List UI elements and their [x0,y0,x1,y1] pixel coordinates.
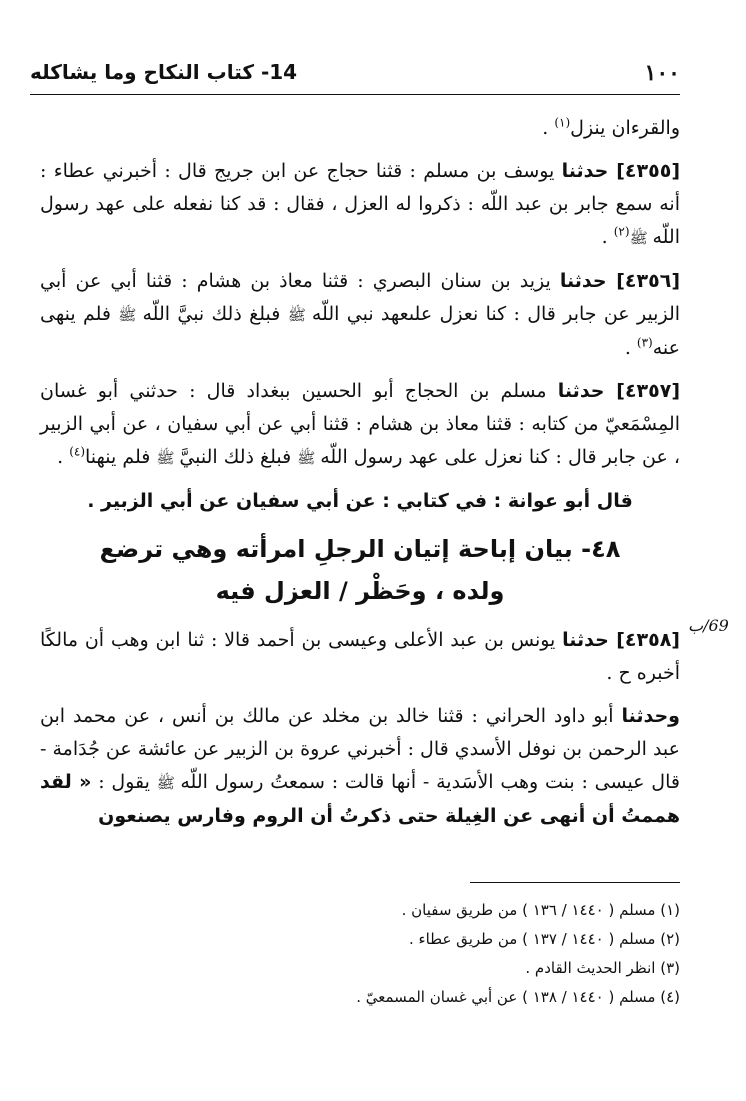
hadith-text: فبلغ ذلك نبيَّ اللّه [142,303,288,325]
main-text [40,112,680,843]
hadith-text: فبلغ ذلك النبيَّ [179,446,298,468]
page-number: ١٠٠ [644,60,680,86]
chapter-heading-line: ولده ، وحَظْر / العزل فيه [215,577,505,605]
hadith-text: فلم ينهى عنه [40,303,680,359]
footnote-1: (١) مسلم ( ١٤٤٠ / ١٣٦ ) من طريق سفيان . [401,901,680,919]
salutation-glyph: ﷺ [629,229,653,247]
hadith-text: مسلم بن الحجاج أبو الحسين ببغداد قال : حدثني أبو غسان المِسْمَعيّ من كتابه : قثنا معاذ بن هشام : قثنا أبي عن أبي سفيان ، عن أبي الزبير ، عن جابر قال : كنا نعزل على عهد رسول اللّه [40,380,680,468]
footnotes [40,896,680,1012]
hadith-text: أبو داود الحراني : قثنا خالد بن مخلد عن مالك بن أنس ، عن محمد ابن عبد الرحمن بن نوفل الأسدي قال : أخبرني عروة بن الزبير عن عائشة عن جُدَامة - قال عيسى : بنت وهب الأسَدية - أنها قالت : سمعتُ رسول اللّه [40,705,680,793]
salutation-glyph: ﷺ [156,774,181,792]
footnote-ref: (٤) [69,444,86,459]
salutation-glyph: ﷺ [118,306,143,324]
hadith-text: يقول : [91,771,157,793]
hadith-lead: حدثنا [557,380,617,402]
hadith-text: يزيد بن سنان البصري : قثنا معاذ بن هشام : قثنا أبي عن أبي الزبير عن جابر قال : كنا نعزل علىعهد نبي اللّه [40,270,681,325]
prophetic-quote: « لقد هممتُ أن أنهى عن الغِيلة حتى ذكرتُ أن الروم وفارس يصنعون [40,771,680,827]
hadith-lead: وحدثنا [621,705,680,727]
text: . [624,337,637,359]
text: والقرءان ينزل [570,117,680,139]
footnote-3: (٣) انظر الحديث القادم . [525,959,680,977]
running-header [30,54,680,94]
footnote-rule [470,882,680,883]
hadith-lead: حدثنا [559,270,617,292]
chapter-heading [40,528,680,612]
hadith-text: فلم ينهنا [85,446,157,468]
salutation-glyph: ﷺ [287,306,312,324]
hadith-number: [٤٣٥٦] [616,270,680,292]
salutation-glyph: ﷺ [297,449,321,467]
header-title: 14- كتاب النكاح وما يشاكله [30,60,298,84]
hadith-4357 [40,375,680,475]
text: . [57,446,70,468]
hadith-text: يونس بن عبد الأعلى وعيسى بن أحمد قالا : ثنا ابن وهب أن مالكًا أخبره ح . [40,629,680,684]
abu-awana-note: قال أبو عوانة : في كتابي : عن أبي سفيان عن أبي الزبير . [87,490,633,512]
footnote-4: (٤) مسلم ( ١٤٤٠ / ١٣٨ ) عن أبي غسان المسمعيّ . [356,988,680,1006]
footnote-2: (٢) مسلم ( ١٤٤٠ / ١٣٧ ) من طريق عطاء . [409,930,680,948]
hadith-lead: حدثنا [561,160,617,182]
paragraph-continuation [40,112,680,145]
hadith-4358 [40,624,680,690]
hadith-text: يوسف بن مسلم : قثنا حجاج عن ابن جريج قال : أخبرني عطاء : أنه سمع جابر بن عبد اللّه : ذكروا له العزل ، فقال : قد كنا نفعله على عهد رسول اللّه [40,160,680,248]
footnote-ref: (١) [554,115,571,130]
hadith-4358-second-chain [40,700,680,833]
hadith-number: [٤٣٥٨] [616,629,680,651]
text: . [601,226,614,248]
hadith-4356 [40,265,680,365]
chapter-heading-line: ٤٨- بيان إباحة إتيان الرجلِ امرأته وهي ترضع [99,535,621,563]
manuscript-folio-note: 69/ب [688,616,729,635]
hadith-number: [٤٣٥٧] [616,380,681,402]
hadith-number: [٤٣٥٥] [616,160,680,182]
header-rule [30,94,680,95]
footnote-ref: (٣) [636,335,653,350]
hadith-4355 [40,155,680,255]
salutation-glyph: ﷺ [156,449,180,467]
hadith-lead: حدثنا [562,629,617,651]
text: . [542,117,555,139]
footnote-ref: (٢) [613,224,630,239]
